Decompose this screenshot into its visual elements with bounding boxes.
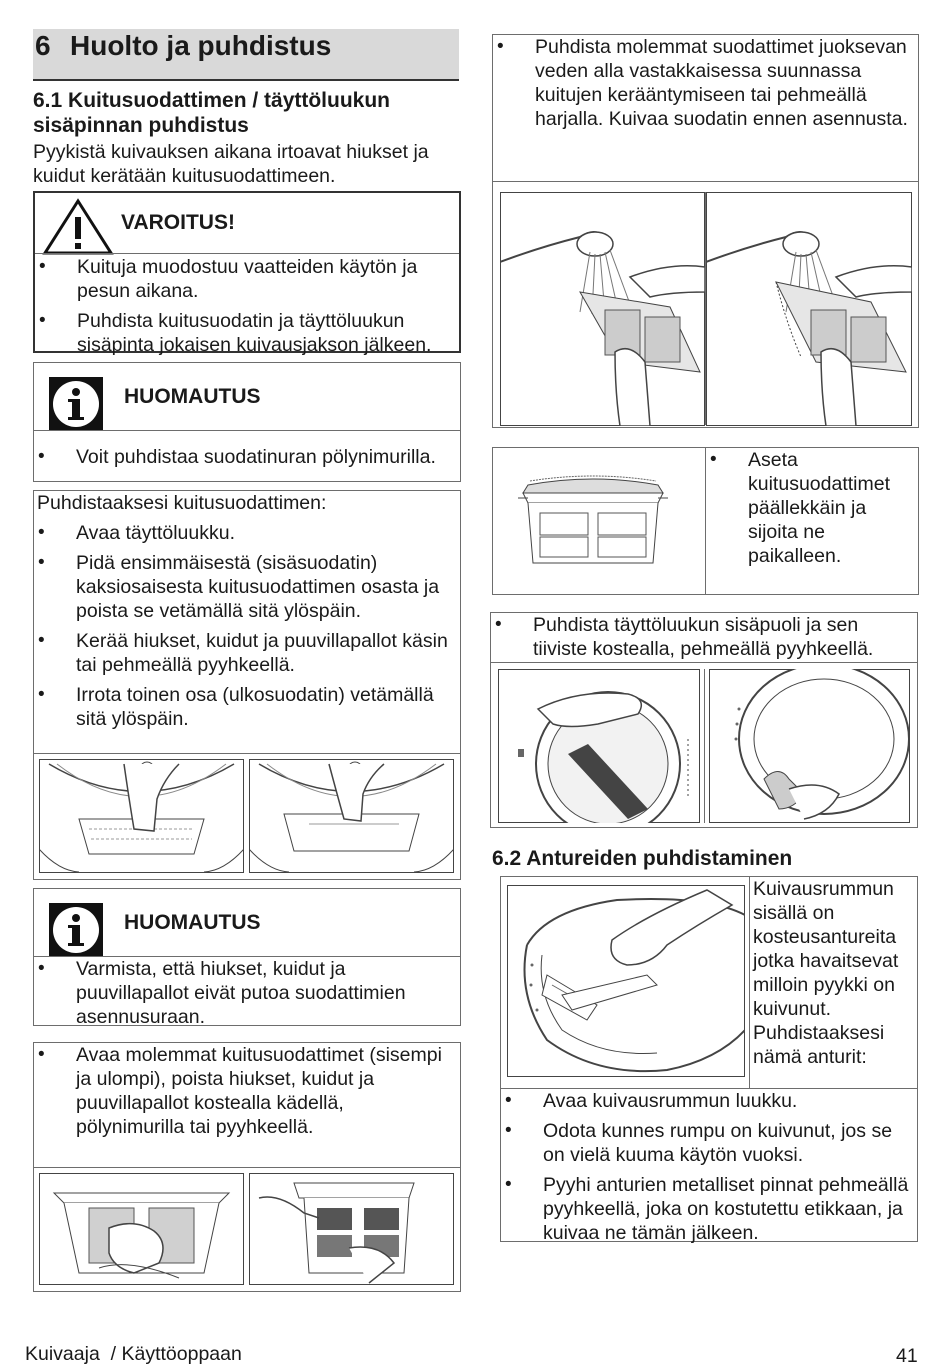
list-item: • Pyyhi anturien metalliset pinnat pehmeällä pyyhkeellä, joka on kostutettu etikkaan, ja kuivaa ne tämän jälkeen. xyxy=(501,1173,917,1245)
info-icon xyxy=(49,377,103,431)
warning-list xyxy=(35,255,459,357)
filter-open-illustration-1 xyxy=(39,1173,244,1285)
section-heading-6-2: 6.2 Antureiden puhdistaminen xyxy=(492,847,793,870)
note-title: HUOMAUTUS xyxy=(124,911,261,934)
list-item: • Varmista, että hiukset, kuidut ja puuvillapallot eivät putoa suodattimien asennusuraan. xyxy=(34,957,458,1029)
warning-title: VAROITUS! xyxy=(121,211,235,234)
door-clean-list xyxy=(491,613,915,661)
filter-open-illustration-2 xyxy=(249,1173,454,1285)
list-item: • Kuituja muodostuu vaatteiden käytön ja pesun aikana. xyxy=(35,255,459,303)
chapter-number: 6 xyxy=(35,30,51,61)
filter-rinse-illustration-2 xyxy=(706,192,912,426)
rinse-list xyxy=(493,35,913,131)
right-box-2 xyxy=(492,447,919,595)
door-clean-illustration-2 xyxy=(709,669,910,823)
list-item: • Puhdista täyttöluukun sisäpuoli ja sen tiiviste kostealla, pehmeällä pyyhkeellä. xyxy=(491,613,915,661)
stacked-filters-illustration xyxy=(518,473,668,573)
sensor-steps-list xyxy=(501,1089,917,1245)
filter-removal-illustration-2 xyxy=(249,759,454,873)
section-intro: Pyykistä kuivauksen aikana irtoavat hiukset ja kuidut kerätään kuitusuodattimeen. xyxy=(33,141,429,187)
list-item: • Puhdista molemmat suodattimet juoksevan veden alla vastakkaisessa suunnassa kuitujen kerääntymiseen tai pehmeällä harjalla. Kuivaa suodatin ennen asennusta. xyxy=(493,35,913,131)
note-title: HUOMAUTUS xyxy=(124,385,261,408)
list-item: • Pidä ensimmäisestä (sisäsuodatin) kaksiosaisesta kuitusuodattimen osasta ja poista se vetämällä sitä ylöspäin. xyxy=(34,551,454,623)
list-item: • Aseta kuitusuodattimet päällekkäin ja sijoita ne paikalleen. xyxy=(706,448,918,568)
list-item: • Kerää hiukset, kuidut ja puuvillapallot käsin tai pehmeällä pyyhkeellä. xyxy=(34,629,454,677)
section-heading-6-1: 6.1 Kuitusuodattimen / täyttöluukun sisäpinnan puhdistus xyxy=(33,89,391,137)
footer-title: Kuivaaja / Käyttöoppaan xyxy=(25,1343,242,1365)
list-item: • Avaa täyttöluukku. xyxy=(34,521,454,545)
warning-box xyxy=(33,191,461,356)
note-box-1 xyxy=(33,362,461,482)
right-box-1 xyxy=(492,34,919,428)
steps-list xyxy=(34,521,454,731)
list-item: • Puhdista kuitusuodatin ja täyttöluukun sisäpinta jokaisen kuivausjakson jälkeen. xyxy=(35,309,459,357)
steps-box-1 xyxy=(33,490,461,880)
steps-box-2 xyxy=(33,1042,461,1292)
door-clean-illustration-1 xyxy=(498,669,700,823)
sensor-cleaning-illustration xyxy=(507,885,745,1077)
steps-intro: Puhdistaaksesi kuitusuodattimen: xyxy=(37,492,327,514)
filter-rinse-illustration-1 xyxy=(500,192,705,426)
page-number: 41 xyxy=(896,1345,918,1367)
list-item: • Avaa kuivausrummun luukku. xyxy=(501,1089,917,1113)
note-list xyxy=(34,445,458,469)
list-item: • Voit puhdistaa suodatinuran pölynimurilla. xyxy=(34,445,458,469)
steps-list xyxy=(34,1043,454,1139)
note-box-2 xyxy=(33,888,461,1026)
right-box-3 xyxy=(490,612,918,828)
list-item: • Odota kunnes rumpu on kuivunut, jos se on vielä kuuma käytön vuoksi. xyxy=(501,1119,917,1167)
sensor-description: Kuivausrummun sisällä on kosteusantureita jotka havaitsevat milloin pyykki on kuivunut. Puhdistaaksesi nämä anturit: xyxy=(753,878,899,1068)
list-item: • Irrota toinen osa (ulkosuodatin) vetämällä sitä ylöspäin. xyxy=(34,683,454,731)
chapter-header xyxy=(33,29,459,81)
list-item: • Avaa molemmat kuitusuodattimet (sisempi ja ulompi), poista hiukset, kuidut ja puuvillapallot kostealla kädellä, pölynimurilla tai pyyhkeellä. xyxy=(34,1043,454,1139)
filter-removal-illustration-1 xyxy=(39,759,244,873)
warning-icon xyxy=(42,198,114,256)
chapter-title: Huolto ja puhdistus xyxy=(70,30,332,61)
stack-list xyxy=(706,448,918,568)
sensor-box xyxy=(500,876,918,1242)
info-icon xyxy=(49,903,103,957)
note-list xyxy=(34,957,458,1029)
